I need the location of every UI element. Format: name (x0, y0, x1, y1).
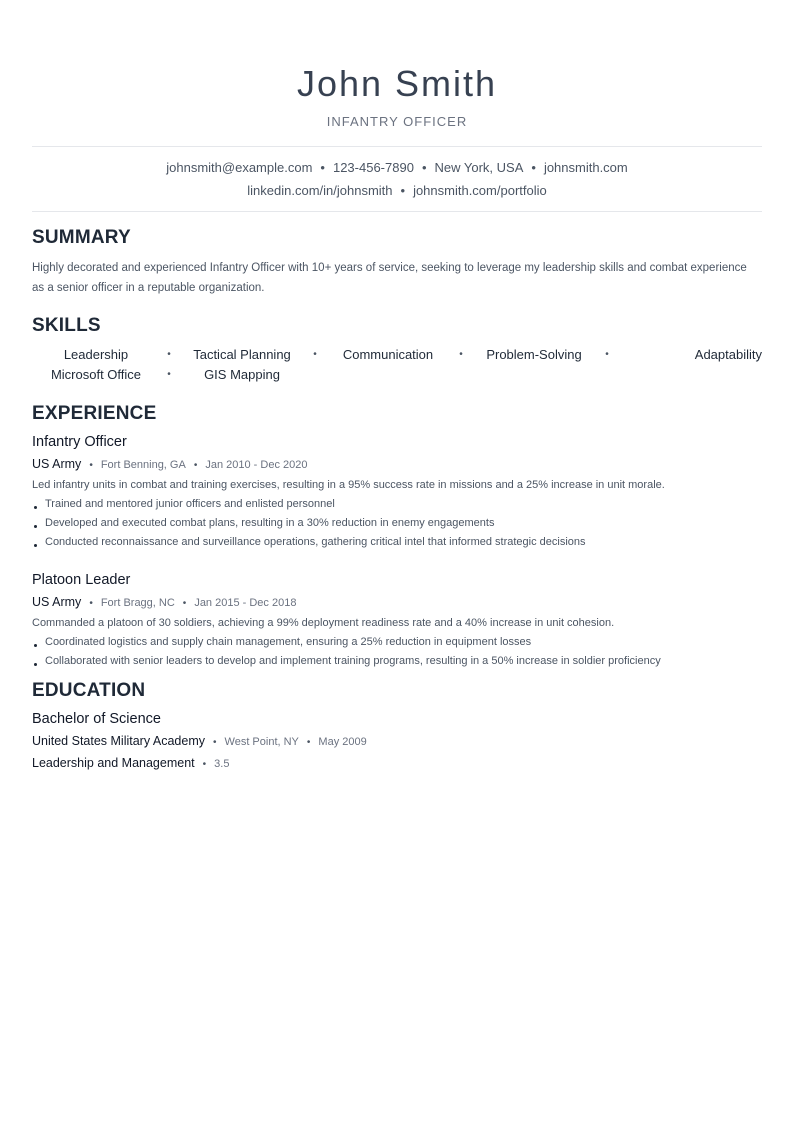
contact-linkedin: linkedin.com/in/johnsmith (247, 183, 393, 198)
resume-header (32, 0, 762, 130)
meta-separator: • (193, 460, 198, 471)
job-description: Commanded a platoon of 30 soldiers, achieving a 99% deployment readiness rate and a 40% increase in unit cohesion. (32, 617, 615, 629)
skill-separator: • (459, 348, 463, 360)
job-title: Platoon Leader (32, 572, 131, 588)
summary-text: Highly decorated and experienced Infantry Officer with 10+ years of service, seeking to leverage my leadership skills and combat experience as a senior officer in a reputable organization. (32, 262, 747, 294)
skill-item: Microsoft Office (50, 366, 142, 382)
skill-separator: • (167, 348, 171, 360)
candidate-name: John Smith (296, 63, 498, 104)
candidate-title: INFANTRY OFFICER (326, 114, 468, 129)
skills-row (32, 344, 762, 364)
skills-section (32, 314, 762, 384)
gpa-value: 3.5 (214, 758, 230, 770)
education-heading: EDUCATION (32, 680, 146, 701)
education-meta (32, 731, 762, 753)
job-bullets (32, 633, 762, 671)
skills-list (32, 344, 762, 384)
meta-separator: • (306, 737, 311, 748)
job-company: US Army (32, 595, 82, 609)
job-bullet: Collaborated with senior leaders to develop and implement training programs, resulting in a 50% increase in soldier proficiency (32, 652, 762, 671)
education-section (32, 679, 762, 775)
skill-separator: • (313, 348, 317, 360)
meta-separator: • (182, 598, 187, 609)
skill-item: Problem-Solving (486, 346, 582, 362)
job-dates: Jan 2015 - Dec 2018 (194, 597, 297, 609)
job-entry (32, 570, 762, 671)
job-title: Infantry Officer (32, 434, 127, 450)
skill-item: Communication (342, 346, 434, 362)
experience-section (32, 402, 762, 671)
resume-page (32, 0, 762, 770)
contact-website: johnsmith.com (543, 160, 628, 175)
contact-separator: • (320, 160, 325, 175)
field-of-study: Leadership and Management (32, 756, 195, 770)
skill-separator: • (167, 368, 171, 380)
contact-separator: • (531, 160, 536, 175)
skill-separator: • (605, 348, 609, 360)
job-meta (32, 454, 762, 476)
experience-heading: EXPERIENCE (32, 403, 157, 424)
job-bullets (32, 495, 762, 552)
contact-separator: • (421, 160, 427, 175)
contact-email: johnsmith@example.com (166, 160, 313, 175)
skill-item: Adaptability (694, 346, 762, 362)
job-bullet: Conducted reconnaissance and surveillance operations, gathering critical intel that informed strategic decisions (32, 533, 762, 552)
school-location: West Point, NY (224, 736, 299, 748)
contact-portfolio: johnsmith.com/portfolio (413, 183, 547, 198)
job-dates: Jan 2010 - Dec 2020 (205, 459, 308, 471)
degree-title: Bachelor of Science (32, 711, 161, 727)
education-field-meta (32, 753, 762, 775)
meta-separator: • (213, 737, 217, 748)
contact-bar (32, 146, 762, 212)
skills-row (32, 364, 762, 384)
skill-item: Leadership (63, 346, 129, 362)
skills-heading: SKILLS (32, 315, 101, 336)
meta-separator: • (202, 759, 207, 770)
skill-item: GIS Mapping (204, 366, 280, 382)
contact-separator: • (400, 183, 406, 198)
job-location: Fort Bragg, NC (100, 597, 175, 609)
job-bullet: Coordinated logistics and supply chain management, ensuring a 25% reduction in equipment losses (32, 633, 762, 652)
job-company: US Army (32, 457, 82, 471)
meta-separator: • (89, 598, 93, 609)
job-location: Fort Benning, GA (100, 459, 186, 471)
summary-heading: SUMMARY (32, 227, 131, 248)
education-entry (32, 709, 762, 775)
contact-line-2 (32, 179, 762, 202)
job-bullet: Trained and mentored junior officers and enlisted personnel (32, 495, 762, 514)
contact-phone: 123-456-7890 (332, 160, 414, 175)
contact-line-1 (32, 156, 762, 179)
job-bullet: Developed and executed combat plans, resulting in a 30% reduction in enemy engagements (32, 514, 762, 533)
contact-location: New York, USA (434, 160, 524, 175)
skill-item: Tactical Planning (193, 346, 291, 362)
job-entry (32, 432, 762, 552)
school-name: United States Military Academy (32, 734, 205, 748)
summary-section (32, 226, 762, 298)
job-meta (32, 592, 762, 614)
meta-separator: • (89, 460, 93, 471)
graduation-date: May 2009 (318, 736, 367, 748)
job-description: Led infantry units in combat and training exercises, resulting in a 95% success rate in missions and a 25% increase in unit morale. (32, 479, 665, 491)
